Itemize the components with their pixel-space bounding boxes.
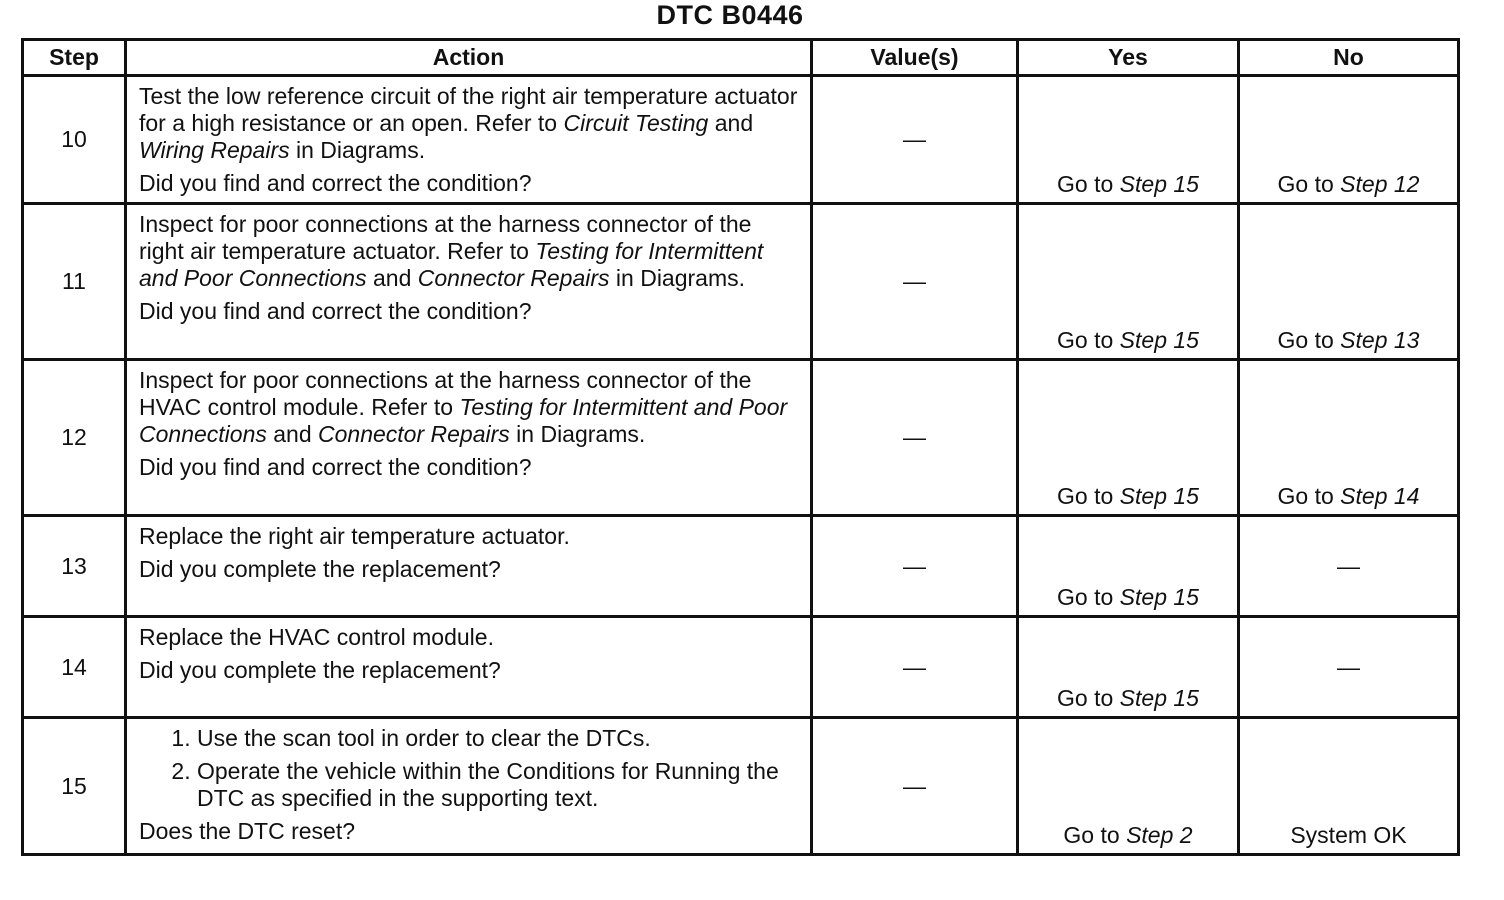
action-question: Did you complete the replacement? — [139, 556, 501, 582]
yes-step-link[interactable]: Step 2 — [1126, 822, 1193, 848]
action-cell — [126, 76, 812, 204]
action-text-part: and — [708, 110, 754, 136]
yes-step-link[interactable]: Step 15 — [1119, 171, 1199, 197]
action-text-part: Test the low reference circuit of the right air temperature actuator for a high resistance or an open. Refer to — [139, 83, 798, 136]
action-steps-list — [139, 725, 802, 812]
value-cell: — — [812, 76, 1018, 204]
yes-cell — [1018, 718, 1239, 855]
step-cell: 15 — [23, 718, 126, 855]
no-text: — — [1337, 653, 1360, 680]
no-text: System OK — [1290, 822, 1407, 848]
no-step-link[interactable]: Step 12 — [1340, 171, 1420, 197]
yes-cell — [1018, 360, 1239, 516]
action-text-part: Replace the right air temperature actuator. — [139, 523, 570, 549]
action-question: Did you complete the replacement? — [139, 657, 501, 683]
step-cell: 11 — [23, 204, 126, 360]
yes-cell — [1018, 516, 1239, 617]
no-prefix: Go to — [1277, 171, 1341, 197]
action-text-part: Inspect for poor connections at the harness connector of the right air temperature actuator. Refer to — [139, 211, 752, 264]
diagnostic-table — [21, 38, 1460, 856]
table-row — [23, 718, 1459, 855]
yes-cell — [1018, 617, 1239, 718]
action-question: Did you find and correct the condition? — [139, 454, 532, 480]
action-text-part: and — [366, 265, 418, 291]
action-step-item: 2. Operate the vehicle within the Conditions for Running the DTC as specified in the supporting text. — [197, 758, 802, 812]
no-cell — [1239, 360, 1459, 516]
yes-cell — [1018, 204, 1239, 360]
no-prefix: Go to — [1277, 483, 1341, 509]
yes-step-link[interactable]: Step 15 — [1119, 327, 1199, 353]
action-text-part: in Diagrams. — [289, 137, 426, 163]
action-text-part: Replace the HVAC control module. — [139, 624, 494, 650]
action-reference: Circuit Testing — [563, 110, 709, 136]
action-cell — [126, 204, 812, 360]
table-row — [23, 204, 1459, 360]
action-text-part: and — [266, 421, 319, 447]
action-reference: Testing for Intermittent and Poor Connections — [139, 394, 788, 447]
table-row — [23, 516, 1459, 617]
action-cell — [126, 360, 812, 516]
yes-cell — [1018, 76, 1239, 204]
action-text — [139, 367, 802, 448]
action-reference: Connector Repairs — [318, 421, 510, 447]
no-text: — — [1337, 552, 1360, 579]
value-cell: — — [812, 718, 1018, 855]
no-cell — [1239, 617, 1459, 718]
step-cell: 14 — [23, 617, 126, 718]
action-text-part: in Diagrams. — [609, 265, 746, 291]
value-cell: — — [812, 617, 1018, 718]
no-step-link[interactable]: Step 14 — [1340, 483, 1420, 509]
table-header-row — [23, 40, 1459, 76]
no-cell — [1239, 718, 1459, 855]
yes-prefix: Go to — [1063, 822, 1127, 848]
yes-step-link[interactable]: Step 15 — [1119, 685, 1199, 711]
header-yes: Yes — [1018, 40, 1239, 76]
no-cell — [1239, 204, 1459, 360]
action-question: Does the DTC reset? — [139, 818, 356, 844]
yes-prefix: Go to — [1057, 584, 1120, 610]
header-action: Action — [126, 40, 812, 76]
action-text-part: in Diagrams. — [509, 421, 646, 447]
action-cell — [126, 617, 812, 718]
yes-prefix: Go to — [1057, 327, 1120, 353]
action-cell — [126, 516, 812, 617]
yes-step-link[interactable]: Step 15 — [1119, 584, 1199, 610]
step-cell: 12 — [23, 360, 126, 516]
action-reference: Wiring Repairs — [139, 137, 290, 163]
step-cell: 10 — [23, 76, 126, 204]
no-cell — [1239, 76, 1459, 204]
action-step-item: 1. Use the scan tool in order to clear the DTCs. — [197, 725, 802, 752]
yes-prefix: Go to — [1057, 171, 1120, 197]
action-text — [139, 523, 802, 550]
action-text — [139, 624, 802, 651]
no-step-link[interactable]: Step 13 — [1340, 327, 1420, 353]
no-prefix: Go to — [1277, 327, 1341, 353]
action-text-part: Inspect for poor connections at the harness connector of the HVAC control module. Refer to — [139, 367, 752, 420]
action-reference: Connector Repairs — [417, 265, 610, 291]
yes-prefix: Go to — [1057, 685, 1120, 711]
action-reference: Testing for Intermittent and Poor Connections — [139, 238, 764, 291]
action-cell — [126, 718, 812, 855]
yes-prefix: Go to — [1057, 483, 1120, 509]
table-row — [23, 76, 1459, 204]
table-row — [23, 617, 1459, 718]
action-text — [139, 211, 802, 292]
value-cell: — — [812, 516, 1018, 617]
value-cell: — — [812, 360, 1018, 516]
value-cell: — — [812, 204, 1018, 360]
no-cell — [1239, 516, 1459, 617]
header-no: No — [1239, 40, 1459, 76]
table-row — [23, 360, 1459, 516]
step-cell: 13 — [23, 516, 126, 617]
header-step: Step — [23, 40, 126, 76]
page-title: DTC B0446 — [656, 0, 804, 30]
action-text — [139, 83, 802, 164]
action-question: Did you find and correct the condition? — [139, 298, 532, 324]
yes-step-link[interactable]: Step 15 — [1119, 483, 1199, 509]
header-values: Value(s) — [812, 40, 1018, 76]
action-question: Did you find and correct the condition? — [139, 170, 532, 196]
